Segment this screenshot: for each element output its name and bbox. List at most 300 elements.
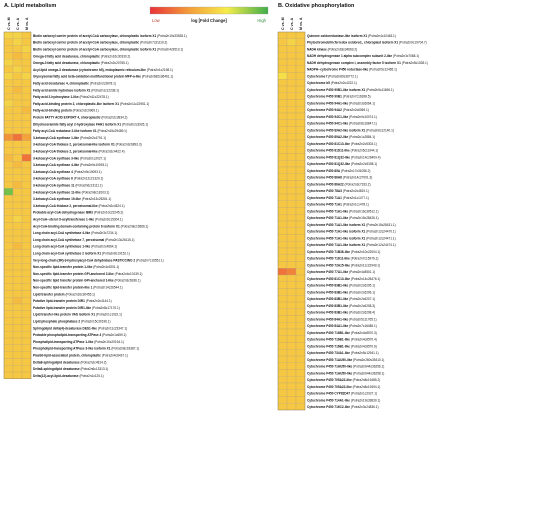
row-label: 3-ketoacyl-CoA thiolase 2, peroxisomal-like isoform X1 (Potra2n3c6893.3) [33,142,142,147]
row-label: Cytochrome P450 71A1-like isoform X1 (Potra2n15c28431.1) [307,222,396,227]
heatmap-cell [13,229,22,236]
heatmap-cell [287,113,296,120]
heatmap-cell [278,32,287,39]
heatmap-cell [287,343,296,350]
row-label: Cytochrome P450 86A8 (Potra2n14c27001.3) [307,175,373,180]
heatmap-cell [287,228,296,235]
row-label: Acyl-lipid omega-3 desaturase (cytochrome b5), endoplasmic reticulum-like (Potra2n1c2198.1) [33,67,173,72]
row-label: Phospholipid-transporting ATPase 3-like isoform X1 (Potra2n8c18387.1) [33,346,140,351]
heatmap-cell [296,289,305,296]
heatmap-cell [296,32,305,39]
row-label: Cytochrome P450 71A1-like isoform X1 (Potra2n12c24474.1) [307,243,396,248]
row-label: Phytochromobilin:ferredox oxidored., chloroplast isoform X1 (Potra2n9c19704.7) [307,40,427,45]
heatmap-cell [278,282,287,289]
heatmap-cell [296,329,305,336]
column-label: C vs. A [15,17,20,30]
heatmap-cell [296,221,305,228]
heatmap-panels [4,3,428,410]
heatmap-cell [296,154,305,161]
heatmap-cell [13,39,22,46]
heatmap-cell [22,345,31,352]
heatmap-cell [296,309,305,316]
row-label: Omega-3 fatty acid desaturase, chloroplastic (Potra2n2c20765.1) [33,61,129,66]
heatmap-cell [278,201,287,208]
heatmap-cell [278,73,287,80]
heatmap-cell [278,302,287,309]
heatmap-cell [13,195,22,202]
heatmap-cell [278,214,287,221]
heatmap-cell [22,168,31,175]
row-label: Cytochrome P450 71AU50-like (Potra2n260s35410.1) [307,357,385,362]
heatmap-cell [278,127,287,134]
heatmap-cell [4,73,13,80]
heatmap-cell [13,358,22,365]
heatmap-cell [287,268,296,275]
row-label: Cytochrome P450 71AU50-like (Potra2n644s36258.1) [307,371,385,376]
heatmap-cell [22,134,31,141]
heatmap-cell [22,250,31,257]
row-label: Fatty-acid-binding protein 2, chloroplastic-like isoform X1 (Potra2n11c22951.1) [33,101,150,106]
heatmap-cell [296,235,305,242]
row-label: Putative lipid-transfer protein DIR1-like (Potra2n8c17170.1) [33,305,120,310]
heatmap-cell [287,235,296,242]
heatmap-cell [296,106,305,113]
heatmap-cell [287,147,296,154]
heatmap-cell [13,141,22,148]
heatmap-cell [287,127,296,134]
heatmap-cell [13,222,22,229]
heatmap-cell [13,182,22,189]
heatmap-cell [278,268,287,275]
heatmap-cell [278,167,287,174]
heatmap-cell [287,100,296,107]
row-label: Cytochrome P450 81C13-like (Potra2n14c26476.1) [307,276,381,281]
heatmap-cell [22,222,31,229]
heatmap-cell [22,365,31,372]
row-label: Fatty-acid-binding protein (Potra2n2c9969.1) [33,108,99,113]
heatmap-cell [22,100,31,107]
row-label: Non-specific lipid-transfer protein 1-like (Potra2n4c9201.1) [33,265,120,270]
heatmap-cell [296,160,305,167]
heatmap-cell [278,363,287,370]
row-label: NADH dehydrogenase complex I, assembly factor 5 isoform X1 (Potra2n5c1028.1) [307,60,428,65]
heatmap-cell [4,100,13,107]
row-label: Probable phospholipid-transporting ATPase 4 (Potra2n1c659.1) [33,333,127,338]
row-label: Quinone oxidoreductase-like isoform X1 (Potra2n4c10463.1) [307,33,396,38]
heatmap-cell [278,316,287,323]
heatmap-cell [13,120,22,127]
row-label: Cytochrome P450 71A1-like (Potra2n15c28426.1) [307,216,379,221]
heatmap-cell [22,154,31,161]
row-label: Cytochrome P450 94C1-like (Potra2n9c10074.1) [307,114,377,119]
heatmap-cell [4,80,13,87]
heatmap-cell [22,352,31,359]
heatmap-cell [296,181,305,188]
row-label: Very-long-chain (3R)-3-hydroxyacyl-CoA dehydratase PASTICCINO 2 (Potra2n7c16551.1) [33,258,164,263]
heatmap-cell [287,201,296,208]
heatmap-cell [296,295,305,302]
heatmap-cell [296,383,305,390]
heatmap-cell [4,52,13,59]
row-label: Cytochrome f (Potra2n80s36772.1) [307,74,358,79]
heatmap-cell [287,93,296,100]
heatmap-cell [296,390,305,397]
heatmap-cell [13,345,22,352]
row-label: Cytochrome P450 72A15-like (Potra2n11c22949.1) [307,263,381,268]
heatmap-cell [296,255,305,262]
heatmap-cell [4,338,13,345]
heatmap-cell [13,202,22,209]
row-label: Cytochrome P450 71A1 (Potra2n1c1477.1) [307,195,369,200]
row-label: Cytochrome P450 716C2-like (Potra2n3c24836.1) [307,405,379,410]
heatmap-cell [13,73,22,80]
heatmap-cell [278,147,287,154]
row-label: Cytochrome P450 716B1-like (Potra2n4c8570.6) [307,344,377,349]
heatmap-cell [13,256,22,263]
heatmap-cell [4,372,13,379]
heatmap-cell [13,148,22,155]
heatmap-cell [22,86,31,93]
row-label: Biotin carboxyl carrier protein of acetyl-CoA carboxylase, chloroplastic (Potra2n7c31119.2) [33,40,168,45]
row-label: 3-ketoacyl-CoA synthase 3-like (Potra2n1c2027.1) [33,156,107,161]
legend-high-label: High [257,18,266,23]
heatmap-cell [287,376,296,383]
row-label: Delta8-sphingolipid desaturase (Potra2n6c13313.1) [33,367,109,372]
heatmap-cell [22,66,31,73]
heatmap-cell [296,336,305,343]
heatmap-cell [4,331,13,338]
heatmap-cell [22,182,31,189]
heatmap-cell [4,134,13,141]
heatmap-cell [278,356,287,363]
heatmap-cell [4,154,13,161]
row-label: Cytochrome P450 83B1-like (Potra2n2c6207.1) [307,297,376,302]
heatmap-cell [22,127,31,134]
heatmap-cell [22,80,31,87]
heatmap-cell [278,59,287,66]
heatmap-cell [22,114,31,121]
row-label: Cytochrome P450 705A22-like (Potra2n8c19485.2) [307,378,381,383]
heatmap-cell [13,331,22,338]
heatmap-cell [287,187,296,194]
heatmap-cell [287,295,296,302]
row-label: Sphingolipid delta(4)-desaturase DES1-like (Potra2n11c23347.1) [33,326,128,331]
heatmap-cell [278,100,287,107]
row-label: Omega-3 fatty acid desaturase, chloroplastic (Potra2n16c30330.2) [33,54,131,59]
heatmap-cell [13,86,22,93]
row-label: Acyl-CoA-binding domain-containing protein 6 isoform X1 (Potra2n8c16566.1) [33,224,149,229]
heatmap-cell [13,372,22,379]
heatmap-cell [22,304,31,311]
heatmap-cell [287,248,296,255]
heatmap-cell [22,188,31,195]
heatmap-cell [296,133,305,140]
heatmap-cell [278,370,287,377]
heatmap-cell [4,311,13,318]
heatmap-cell [287,79,296,86]
row-label: Cytochrome P450 81D11-like (Potra2n5c11944.1) [307,148,379,153]
heatmap-cell [22,32,31,39]
heatmap-cell [22,243,31,250]
row-label: 3-ketoacyl-CoA synthase 11 (Potra2n6c13111.1) [33,183,103,188]
heatmap-cell [4,175,13,182]
heatmap-cell [13,114,22,121]
heatmap-cell [4,127,13,134]
heatmap-cell [22,46,31,53]
heatmap-cell [13,52,22,59]
heatmap-cell [278,66,287,73]
heatmap-cell [296,194,305,201]
column-label: M vs. A [24,17,29,30]
row-label: Glyoxysomal fatty acid beta-oxidation multifunctional protein MFP-a-like (Potra2n682s36461.1) [33,74,174,79]
heatmap-cell [4,114,13,121]
heatmap-cell [296,66,305,73]
heatmap-cell [4,209,13,216]
heatmap-cell [13,168,22,175]
heatmap-cell [278,248,287,255]
row-label: Cytochrome P450 714A1-like (Potra2n19s33839.1) [307,398,381,403]
row-label: Delta(12)-acyl-lipid-desaturase (Potra2n1c120.1) [33,373,104,378]
heatmap-cell [278,262,287,269]
heatmap-cell [4,182,13,189]
heatmap-cell [278,133,287,140]
row-label: Fatty acyl-CoA reductase 2-like isoform X1 (Potra2n15c29489.1) [33,129,127,134]
heatmap-cell [278,322,287,329]
heatmap-cell [296,46,305,53]
heatmap-cell [22,277,31,284]
heatmap-cell [278,390,287,397]
row-label: 3-ketoacyl-CoA synthase 1-like (Potra2n2c4791.1) [33,135,107,140]
heatmap-cell [4,216,13,223]
heatmap-cell [22,202,31,209]
heatmap-cell [4,66,13,73]
row-label: Cytochrome P450 94C1-like (Potra2n8c16847.1) [307,121,377,126]
heatmap-cell [22,229,31,236]
heatmap-cell [296,120,305,127]
heatmap-cell [278,174,287,181]
heatmap-cell [4,256,13,263]
row-label: 3-ketoacyl-CoA synthase 19-like (Potra2n13c25261.1) [33,197,112,202]
heatmap-cell [22,311,31,318]
heatmap-cell [296,140,305,147]
heatmap-cell [296,282,305,289]
heatmap-cell [287,214,296,221]
heatmap-cell [278,403,287,410]
heatmap-cell [278,228,287,235]
heatmap-cell [4,46,13,53]
heatmap-cell [278,106,287,113]
row-label: Cytochrome P450 90B1 (Potra2n7c16398.5) [307,94,371,99]
heatmap-cell [22,297,31,304]
heatmap-cell [22,216,31,223]
heatmap-cell [4,168,13,175]
heatmap-cell [296,59,305,66]
heatmap-cell [287,397,296,404]
heatmap-cell [4,284,13,291]
heatmap-cell [296,113,305,120]
column-label: C vs. M [280,17,285,30]
row-label: Cytochrome P450 734A1-like (Potra2n5c12941.1) [307,351,379,356]
heatmap-cell [13,318,22,325]
heatmap-cell [287,349,296,356]
row-label: Cytochrome P450 81C13-like (Potra2n2c5303.1) [307,141,377,146]
row-label: Lipid transfer-like protein VAS isoform X1 (Potra2n1c1022.1) [33,312,122,317]
row-label: Cytochrome P450 CYP82D47 (Potra2n1c2927.1) [307,391,378,396]
heatmap-cell [13,304,22,311]
heatmap-cell [296,86,305,93]
row-label: Acyl-CoA--sterol O-acyltransferase 1-like (Potra2n6c15304.1) [33,217,123,222]
heatmap-cell [296,370,305,377]
heatmap-cell [13,59,22,66]
row-label: 3-ketoacyl-CoA thiolase 2, peroxisomal-like (Potra2n2c4524.1) [33,203,125,208]
row-label: Cytochrome P450 84A1-like (Potra2n7c16485.1) [307,324,377,329]
heatmap-cell [278,187,287,194]
heatmap-cell [296,376,305,383]
heatmap-cell [287,59,296,66]
heatmap-cell [22,331,31,338]
heatmap-cell [296,241,305,248]
heatmap-cell [13,236,22,243]
heatmap-cell [22,39,31,46]
heatmap-cell [278,39,287,46]
heatmap-cell [13,32,22,39]
heatmap-cell [22,120,31,127]
column-label: C vs. A [289,17,294,30]
row-label: Delta8-sphingolipid desaturase (Potra2n2c4814.2) [33,360,107,365]
heatmap-cell [296,248,305,255]
heatmap-cell [4,243,13,250]
row-label: Cytochrome P450 78A3 (Potra2n2c4819.1) [307,189,369,194]
row-label: Cytochrome P450 90B1-like isoform X1 (Potra2n5c11696.1) [307,87,394,92]
heatmap-cell [278,93,287,100]
heatmap-cell [13,175,22,182]
heatmap-cell [278,221,287,228]
heatmap-cell [13,100,22,107]
heatmap-cell [278,140,287,147]
heatmap-cell [296,397,305,404]
heatmap-cell [287,302,296,309]
heatmap-cell [13,216,22,223]
row-label: Fatty acid 2-hydroxylase 1-like (Potra2n11c22478.1) [33,95,109,100]
row-label: Biotin carboxyl carrier protein of acetyl-CoA carboxylase, chloroplastic isoform X1 (Potra2n19c33928.1) [33,33,187,38]
heatmap-cell [278,154,287,161]
panel-title: B. Oxidative phosphorylation [278,3,355,9]
row-label: 3-ketoacyl-CoA thiolase 2, peroxisomal-like (Potra2n2c4422.4) [33,149,125,154]
row-label: Cytochrome P450 83B1-like (Potra2n2c6205.1) [307,283,376,288]
heatmap-cell [287,282,296,289]
heatmap-cell [278,349,287,356]
heatmap-cell [296,127,305,134]
row-label: Protein FATTY ACID EXPORT 4, chloroplastic (Potra2n2c3834.2) [33,115,128,120]
heatmap-cell [296,268,305,275]
row-label: Non-specific lipid transfer protein GPI-anchored 1-like (Potra2n3c6936.1) [33,278,141,283]
heatmap-cell [4,59,13,66]
row-label: Cytochrome P450 705A22-like (Potra2n8c19494.1) [307,384,381,389]
heatmap-cell [296,316,305,323]
heatmap-cell [13,243,22,250]
heatmap-cell [22,284,31,291]
heatmap-cell [296,208,305,215]
row-label: Fatty acid desaturase 4, chloroplastic (Potra2n2c3678.1) [33,81,116,86]
heatmap-cell [287,255,296,262]
heatmap-cell [13,107,22,114]
heatmap-cell [22,73,31,80]
heatmap-cell [296,356,305,363]
row-label: Cytochrome P450 81Q32-like (Potra2n2c5308.1) [307,162,378,167]
heatmap-cell [22,52,31,59]
heatmap-cell [278,295,287,302]
row-label: Cytochrome b5 (Potra2n2c4222.1) [307,81,357,86]
heatmap-cell [287,160,296,167]
heatmap-cell [4,324,13,331]
heatmap-cell [13,284,22,291]
row-label: Lipid transfer protein (Potra2n16c30455.1) [33,292,95,297]
heatmap-cell [4,188,13,195]
row-label: Long chain acyl-CoA synthetase 4-like (Potra2n3c7234.1) [33,231,118,236]
row-label: 3-ketoacyl-CoA synthase 4 (Potra2n9c19093.1) [33,169,102,174]
heatmap-cell [287,133,296,140]
color-legend [150,7,268,23]
heatmap-cell [296,187,305,194]
heatmap-cell [13,93,22,100]
heatmap-cell [4,222,13,229]
heatmap-cell [4,229,13,236]
heatmap-cell [278,181,287,188]
row-label: Fatty acid amide hydrolase isoform X1 (Potra2n1c12238.1) [33,88,120,93]
heatmap-cell [296,343,305,350]
row-label: Cytochrome P450 83B1-like (Potra2n2c6208.4) [307,310,376,315]
legend-title: log [Fold Change] [191,18,227,23]
heatmap-cell [4,236,13,243]
heatmap-cell [13,188,22,195]
heatmap-cell [287,208,296,215]
heatmap-cell [296,52,305,59]
heatmap-cell [4,290,13,297]
heatmap-cell [296,262,305,269]
heatmap-cell [296,322,305,329]
panel-title: A. Lipid metabolism [4,3,57,9]
legend-low-label: Low [152,18,160,23]
heatmap-cell [287,66,296,73]
heatmap-cell [287,370,296,377]
heatmap-cell [296,228,305,235]
heatmap-cell [287,86,296,93]
heatmap-cell [13,66,22,73]
heatmap-cell [278,289,287,296]
row-label: Cytochrome P450 71A1 (Potra2n1c1478.1) [307,202,369,207]
heatmap-cell [4,86,13,93]
heatmap-cell [287,322,296,329]
heatmap-cell [13,290,22,297]
heatmap-cell [278,113,287,120]
heatmap-cell [22,256,31,263]
heatmap-cell [278,255,287,262]
heatmap-cell [296,275,305,282]
heatmap-cell [278,343,287,350]
heatmap-cell [278,194,287,201]
heatmap-cell [287,275,296,282]
row-label: Cytochrome P450 71B36-like (Potra2n10c22004.1) [307,249,381,254]
heatmap-cell [13,263,22,270]
row-label: 3-ketoacyl-CoA synthase 4-like (Potra2n9c19093.1) [33,163,108,168]
row-label: Cytochrome P450 83B1-like (Potra2n2c6206.1) [307,290,376,295]
heatmap-cell [4,277,13,284]
row-label: Cytochrome P450 94A1-like (Potra2n3c6064.1) [307,101,376,106]
row-label: Cytochrome P450 83B1-like (Potra2n2c6208.3) [307,303,376,308]
heatmap-cell [22,209,31,216]
heatmap-cell [4,365,13,372]
heatmap-cell [4,297,13,304]
